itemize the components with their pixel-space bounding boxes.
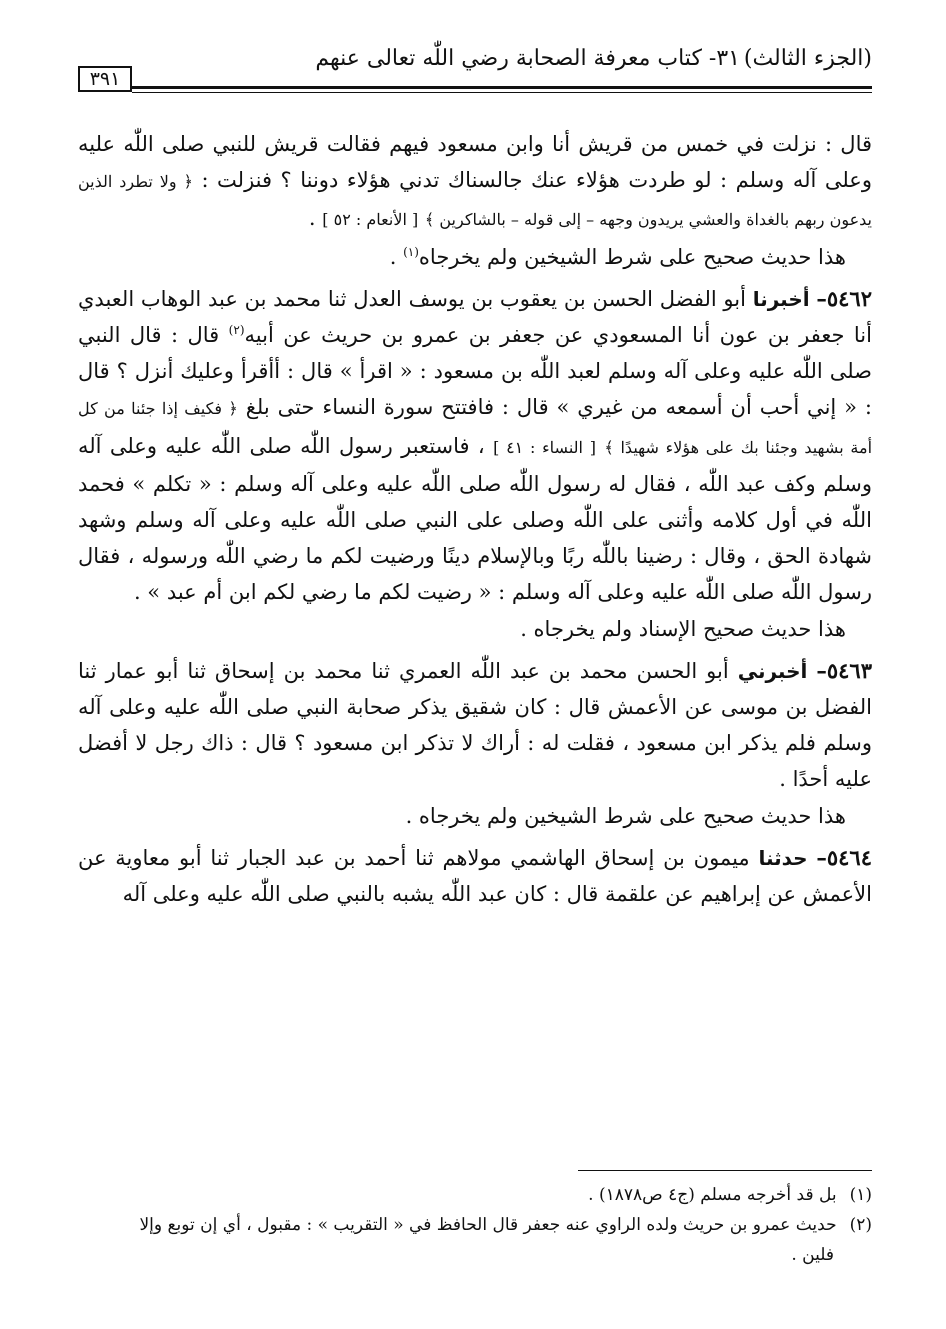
hadith-number: ٥٤٦٤–	[816, 844, 872, 870]
footnote-2-continuation: فلين .	[791, 1245, 834, 1265]
narration-lead: أخبرنا	[752, 286, 810, 311]
footnote-marker-2: (٢)	[228, 323, 245, 338]
header-rule-thin	[132, 92, 872, 93]
hadith-5464: ٥٤٦٤– حدثنا ميمون بن إسحاق الهاشمي مولاهم ثنا أحمد بن عبد الجبار ثنا أبو معاوية عن الأعمش عن إبراهيم عن علقمة قال : كان عبد اللّٰه يشبه بالنبي صلى اللّٰه عليه وعلى آله	[78, 844, 872, 907]
paragraph-continuation: قال : نزلت في خمس من قريش أنا وابن مسعود فيهم فقالت قريش للنبي صلى اللّٰه عليه وعلى آله وسلم : لو طردت هؤلاء عنك جالسناك تدني هؤلاء دوننا ؟ فنزلت : ﴿ ولا تطرد الذين يدعون ربهم بالغداة والعشي يريدون وجهه – إلى قوله – بالشاكرين ﴾ [ الأنعام : ٥٢ ] .	[78, 132, 872, 231]
page-number: ٣٩١	[78, 66, 132, 92]
footnotes	[78, 1180, 872, 1270]
hadith-5462: ٥٤٦٢– أخبرنا أبو الفضل الحسن بن يعقوب بن يوسف العدل ثنا محمد بن عبد الوهاب العبدي أنا جعفر بن عون أنا المسعودي عن جعفر بن عمرو بن حريث عن أبيه$^{(٢)}$ قال : قال النبي صلى اللّٰه عليه وعلى آله وسلم لعبد اللّٰه بن مسعود : « اقرأ » قال : أأقرأ وعليك أنزل ؟ قال : « إني أحب أن أسمعه من غيري » قال : فافتتح سورة النساء حتى بلغ ﴿ فكيف إذا جئنا من كل أمة بشهيد وجئنا بك على هؤلاء شهيدًا ﴾ [ النساء : ٤١ ] ، فاستعبر رسول اللّٰه صلى اللّٰه عليه وعلى آله وسلم وكف عبد اللّٰه ، فقال له رسول اللّٰه صلى اللّٰه عليه وعلى آله وسلم : « تكلم » فحمد اللّٰه في أول كلامه وأثنى على اللّٰه وصلى على النبي صلى اللّٰه عليه وعلى آله وسلم وشهد شهادة الحق ، وقال : رضينا باللّٰه ربًا وبالإسلام دينًا ورضيت لكم ما رضي اللّٰه ورسوله ، فقال رسول اللّٰه صلى اللّٰه عليه وعلى آله وسلم : « رضيت لكم ما رضي لكم ابن أم عبد » .	[78, 285, 873, 605]
surah-reference: [ النساء : ٤١ ]	[493, 437, 596, 457]
header-rule-thick	[132, 86, 872, 89]
hadith-5463: ٥٤٦٣– أخبرني أبو الحسن محمد بن عبد اللّٰه العمري ثنا محمد بن إسحاق ثنا أبو عمار ثنا الفضل بن موسى عن الأعمش قال : كان شقيق يذكر صحابة النبي صلى اللّٰه عليه وعلى آله وسلم فلم يذكر ابن مسعود ، فقلت له : أراك لا تذكر ابن مسعود ؟ قال : ذاك رجل لا أفضل عليه أحدًا .	[78, 657, 872, 792]
footnote-2: (٢) حديث عمرو بن حريث ولده الراوي عنه جعفر قال الحافظ في « التقريب » : مقبول ، أي إن توبع وإلا	[139, 1215, 872, 1235]
footnote-1: (١) بل قد أخرجه مسلم (ج٤ ص١٨٧٨) .	[588, 1185, 872, 1205]
footnote-marker-1: (١)	[403, 244, 419, 259]
authentication-note: هذا حديث صحيح الإسناد ولم يخرجاه .	[520, 616, 846, 641]
narration-lead: أخبرني	[737, 658, 808, 683]
hadith-number: ٥٤٦٣–	[816, 657, 872, 683]
surah-reference: [ الأنعام : ٥٢ ]	[322, 210, 419, 230]
footnote-separator	[578, 1170, 872, 1171]
hadith-number: ٥٤٦٢–	[816, 285, 872, 311]
narration-lead: حدثنا	[758, 845, 808, 870]
quran-quote: ﴿ ولا تطرد الذين يدعون ربهم بالغداة والعشي يريدون وجهه – إلى قوله – بالشاكرين ﴾	[78, 172, 872, 230]
running-header	[82, 42, 872, 78]
quran-quote: ﴿ فكيف إذا جئنا من كل أمة بشهيد وجئنا بك على هؤلاء شهيدًا ﴾	[78, 399, 873, 457]
main-text	[78, 126, 872, 912]
chapter-title: ٣١- كتاب معرفة الصحابة رضي اللّٰه تعالى عنهم	[315, 46, 740, 71]
authentication-note: هذا حديث صحيح على شرط الشيخين ولم يخرجاه .	[405, 803, 846, 828]
authentication-note: هذا حديث صحيح على شرط الشيخين ولم يخرجاه$^{(١)}$ .	[389, 244, 846, 269]
volume-title: (الجزء الثالث)	[743, 46, 872, 71]
